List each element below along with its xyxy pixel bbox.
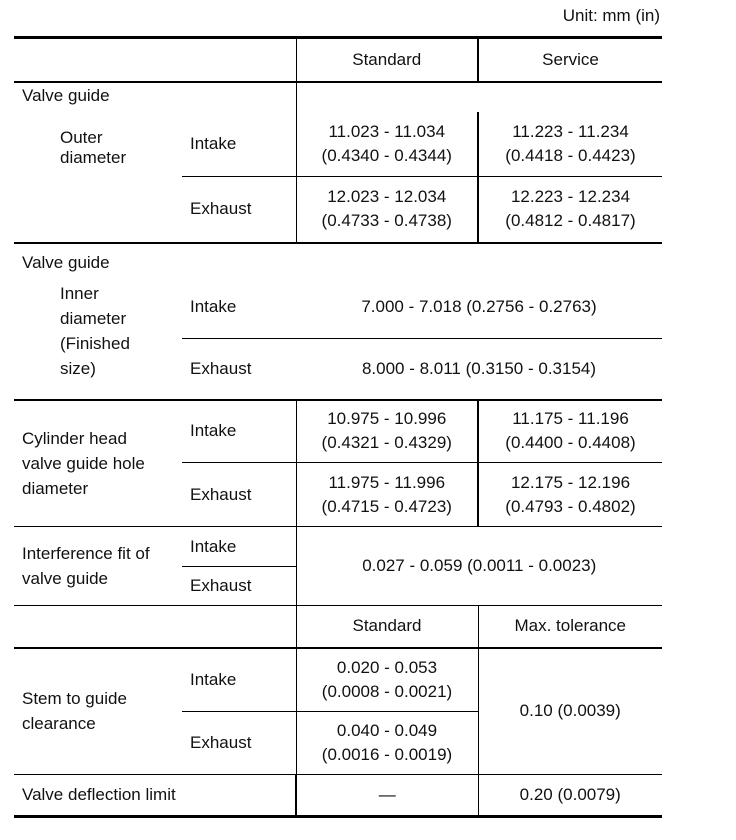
inner-sub-line4: size) xyxy=(60,358,96,378)
outer-intake-std-mm: 11.023 - 11.034 xyxy=(328,121,446,141)
header2-blank xyxy=(14,606,296,648)
inner-intake-row xyxy=(14,277,662,339)
hole-intake-row xyxy=(14,400,662,463)
outer-intake-row xyxy=(14,112,662,177)
unit-label: Unit: mm (in) xyxy=(562,6,660,25)
outer-intake-standard xyxy=(296,112,478,177)
hole-intake-label: Intake xyxy=(182,400,296,463)
hole-exhaust-std-mm: 11.975 - 11.996 xyxy=(328,472,446,492)
clearance-intake-label: Intake xyxy=(182,648,296,712)
outer-exhaust-svc-mm: 12.223 - 12.234 xyxy=(510,187,631,207)
outer-intake-svc-in: (0.4418 - 0.4423) xyxy=(505,145,636,165)
inner-title-blank xyxy=(296,243,662,277)
hole-exhaust-svc-mm: 12.175 - 12.196 xyxy=(510,472,631,492)
valve-guide-spec-table xyxy=(14,36,662,818)
hole-exhaust-svc-in: (0.4793 - 0.4802) xyxy=(505,496,636,516)
inner-sub-line1: Inner xyxy=(60,283,99,303)
clearance-exhaust-standard xyxy=(296,712,478,775)
header-blank xyxy=(14,38,296,82)
outer-title-row xyxy=(14,82,662,112)
clearance-max: 0.10 (0.0039) xyxy=(478,648,662,775)
header2-max: Max. tolerance xyxy=(478,606,662,648)
outer-exhaust-label: Exhaust xyxy=(182,177,296,243)
interference-label xyxy=(14,527,182,606)
header-standard: Standard xyxy=(296,38,478,82)
clearance-intake-std-in: (0.0008 - 0.0021) xyxy=(321,681,453,701)
inner-intake-label: Intake xyxy=(190,297,237,317)
inner-title-row xyxy=(14,243,662,277)
clearance-exhaust-label: Exhaust xyxy=(182,712,296,775)
clearance-intake-standard xyxy=(296,648,478,712)
hole-exhaust-service xyxy=(478,463,662,527)
outer-exhaust-std-mm: 12.023 - 12.034 xyxy=(327,187,447,207)
outer-intake-label: Intake xyxy=(190,133,237,153)
outer-exhaust-svc-in: (0.4812 - 0.4817) xyxy=(505,211,636,231)
header-service: Service xyxy=(478,38,662,82)
hole-exhaust-standard xyxy=(296,463,478,527)
hole-label-line2: valve guide hole xyxy=(22,453,145,473)
outer-sub-label xyxy=(14,112,182,243)
hole-intake-standard xyxy=(296,400,478,463)
clearance-label-line1: Stem to guide xyxy=(22,689,127,709)
hole-intake-svc-mm: 11.175 - 11.196 xyxy=(512,409,629,429)
hole-intake-service xyxy=(478,400,662,463)
interference-label-line2: valve guide xyxy=(22,569,109,588)
interference-intake-row xyxy=(14,527,662,567)
interference-exhaust-label: Exhaust xyxy=(182,567,296,606)
inner-exhaust-label: Exhaust xyxy=(182,339,296,400)
outer-sub-line2: diameter xyxy=(60,147,127,167)
clearance-intake-row xyxy=(14,648,662,712)
hole-intake-std-in: (0.4321 - 0.4329) xyxy=(321,433,452,453)
outer-title-blank xyxy=(296,82,662,112)
deflection-label: Valve deflection limit xyxy=(14,775,296,817)
header2-row xyxy=(14,606,662,648)
deflection-standard: — xyxy=(296,775,478,817)
inner-sub-line3: (Finished xyxy=(60,333,130,353)
hole-label-line1: Cylinder head xyxy=(22,428,127,448)
hole-exhaust-std-in: (0.4715 - 0.4723) xyxy=(321,496,452,516)
inner-title: Valve guide xyxy=(14,243,296,277)
hole-label xyxy=(14,400,182,527)
interference-label-line1: Interference fit of xyxy=(22,544,150,563)
hole-label-line3: diameter xyxy=(22,478,89,498)
outer-exhaust-standard xyxy=(296,177,478,243)
outer-title: Valve guide xyxy=(14,82,296,112)
outer-intake-std-in: (0.4340 - 0.4344) xyxy=(321,145,452,165)
outer-exhaust-service xyxy=(478,177,662,243)
inner-exhaust-value: 8.000 - 8.011 (0.3150 - 0.3154) xyxy=(296,339,662,400)
interference-value: 0.027 - 0.059 (0.0011 - 0.0023) xyxy=(296,527,662,606)
outer-intake-svc-mm: 11.223 - 11.234 xyxy=(512,121,629,141)
clearance-label-line2: clearance xyxy=(22,714,96,734)
deflection-row xyxy=(14,775,662,817)
inner-intake-value: 7.000 - 7.018 (0.2756 - 0.2763) xyxy=(361,297,597,317)
outer-sub-line1: Outer xyxy=(60,127,103,147)
clearance-exhaust-std-mm: 0.040 - 0.049 xyxy=(336,721,438,740)
clearance-intake-std-mm: 0.020 - 0.053 xyxy=(336,657,438,677)
hole-intake-std-mm: 10.975 - 10.996 xyxy=(327,409,447,429)
interference-intake-label: Intake xyxy=(182,527,296,567)
deflection-max: 0.20 (0.0079) xyxy=(478,775,662,817)
hole-exhaust-label: Exhaust xyxy=(182,463,296,527)
outer-exhaust-std-in: (0.4733 - 0.4738) xyxy=(321,211,452,231)
clearance-exhaust-std-in: (0.0016 - 0.0019) xyxy=(321,745,453,764)
header-row xyxy=(14,38,662,82)
inner-sub-line2: diameter xyxy=(60,308,127,328)
header2-standard: Standard xyxy=(296,606,478,648)
clearance-label xyxy=(14,648,182,775)
hole-intake-svc-in: (0.4400 - 0.4408) xyxy=(505,433,636,453)
inner-sub-label xyxy=(14,277,182,400)
outer-intake-service xyxy=(478,112,662,177)
